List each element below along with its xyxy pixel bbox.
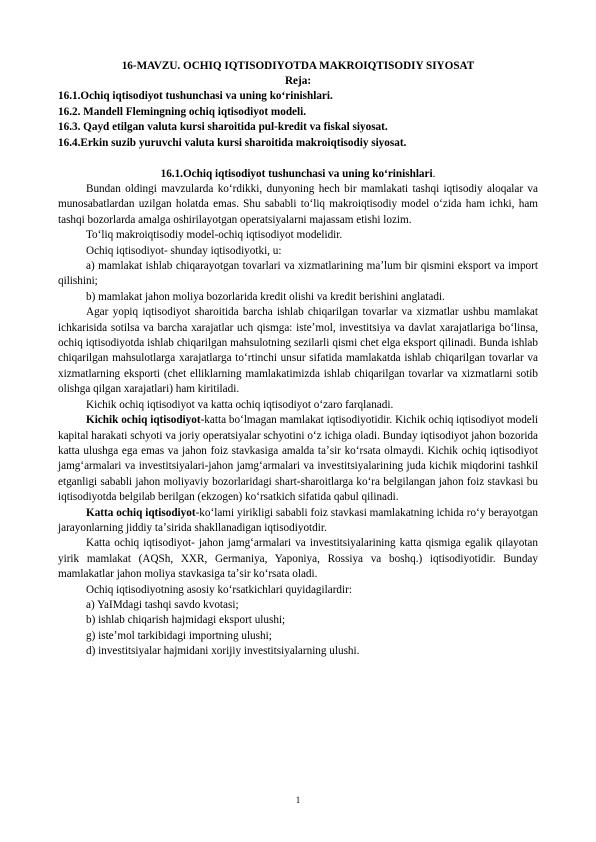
paragraph-3: Ochiq iqtisodiyot- shunday iqtisodiyotki, u:	[86, 244, 282, 257]
paragraph-8	[58, 413, 538, 505]
paragraph-6: Agar yopiq iqtisodiyot sharoitida barcha ishlab chiqarilgan tovarlar va xizmatlar ushbu mamlakat ichkarisida sotilsa va barcha xarajatlar uch qismga: isteʼmol, investitsiya va davlat xarajatlariga boʻlinsa, ochiq iqtisodiyotda ishlab chiqarilgan mahsulotning sezilarli qismi chet elga eksport qilinadi. Bunda ishlab chiqarilgan mahsulotlarga xarajatlarga toʻrtinchi unsur sifatida mamlakatda ishlab chiqarilgan tovarlar va xizmatlarning eksporti (chet elliklarning mamlakatimizda ishlab chiqarilgan tovarlar va xizmatlarni sotib olishga qilgan xarajatlari) ham kiritiladi.	[58, 306, 538, 396]
paragraph-7: Kichik ochiq iqtisodiyot va katta ochiq iqtisodiyot oʻzaro farqlanadi.	[86, 398, 394, 411]
plan-item-1: 16.1.Ochiq iqtisodiyot tushunchasi va uning koʻrinishlari.	[58, 90, 333, 102]
paragraph-1: Bundan oldingi mavzularda koʻrdikki, dunyoning hech bir mamlakati tashqi iqtisodiy aloqalar va munosabatlardan uzilgan holatda emas. Shu sababli toʻliq makroiqtisodiy model oʻzida ham ichki, ham tashqi bozorlarda amalga oshirilayotgan operatsiyalarni majassam etishi lozim.	[58, 183, 538, 226]
document-title: 16-MAVZU. OCHIQ IQTISODIYOTDA MAKROIQTISODIY SIYOSAT	[121, 60, 475, 72]
plan-item-4: 16.4.Erkin suzib yuruvchi valuta kursi sharoitida makroiqtisodiy siyosat.	[58, 136, 407, 149]
section-title-text: 16.1.Ochiq iqtisodiyot tushunchasi va uning koʻrinishlari	[160, 168, 433, 180]
plan-heading: Reja:	[284, 75, 312, 87]
paragraph-9	[58, 506, 538, 537]
list-item-d: d) investitsiyalar hajmidani xorijiy investitsiyalarning ulushi.	[86, 645, 360, 658]
plan-item-3: 16.3. Qayd etilgan valuta kursi sharoitida pul-kredit va fiskal siyosat.	[58, 121, 388, 133]
paragraph-2: Toʻliq makroiqtisodiy model-ochiq iqtisodiyot modelidir.	[86, 229, 343, 242]
document-page	[58, 59, 538, 660]
paragraph-8-text: -katta boʻlmagan mamlakat iqtisodiyotidir. Kichik ochiq iqtisodiyot modeli kapital harakati schyoti va joriy operatsiyalar schyotini oʻz ichiga oladi. Bunday iqtisodiyot jahon bozorida katta ulushga ega emas va jahon foiz stavkasiga amalda taʼsir koʻrsata olmaydi. Kichik ochiq iqtisodiyot jamgʻarmalari va investitsiyalari-jahon jamgʻarmalari va investitsiyalarining juda kichik miqdorini tashkil etganligi sababli jahon moliyaviy bozorlaridagi shart-sharoitlarga koʻra belgilangan jahon foiz stavkasi bu iqtisodiyotda belgilab berilgan (ekzogen) koʻrsatkich sifatida qabul qilinadi.	[58, 414, 538, 504]
plan-item-2: 16.2. Mandell Flemingning ochiq iqtisodiyot modeli.	[58, 105, 307, 118]
section-title	[58, 167, 538, 182]
paragraph-5: b) mamlakat jahon moliya bozorlarida kredit olishi va kredit berishini anglatadi.	[86, 290, 445, 303]
page-number: 1	[295, 795, 301, 805]
term-large-open-economy: Katta ochiq iqtisodiyot	[86, 506, 196, 519]
list-item-a: a) YaIMdagi tashqi savdo kvotasi;	[86, 598, 239, 611]
paragraph-11: Ochiq iqtisodiyotning asosiy koʻrsatkichlari quyidagilardir:	[86, 583, 352, 596]
section-title-period: .	[432, 168, 436, 180]
paragraph-9-text: -koʻlami yirikligi sababli foiz stavkasi mamlakatning ichida roʻy berayotgan jarayonlarning jiddiy taʼsirida shakllanadigan iqtisodiyotdir.	[58, 506, 538, 534]
paragraph-10: Katta ochiq iqtisodiyot- jahon jamgʻarmalari va investitsiyalarining katta qismiga egalik qilayotan yirik mamlakat (AQSh, XXR, Germaniya, Yaponiya, Rossiya va boshq.) iqtisodiyotidir. Bunday mamlakatlar jahon moliya stavkasiga taʼsir koʻrsata oladi.	[58, 537, 538, 581]
list-item-g: g) isteʼmol tarkibidagi importning ulushi;	[86, 629, 272, 642]
paragraph-4: a) mamlakat ishlab chiqarayotgan tovarlari va xizmatlarining maʼlum bir qismini eksport va import qilishini;	[58, 260, 538, 288]
list-item-b: b) ishlab chiqarish hajmidagi eksport ulushi;	[86, 614, 286, 627]
term-small-open-economy: Kichik ochiq iqtisodiyot	[86, 414, 201, 427]
